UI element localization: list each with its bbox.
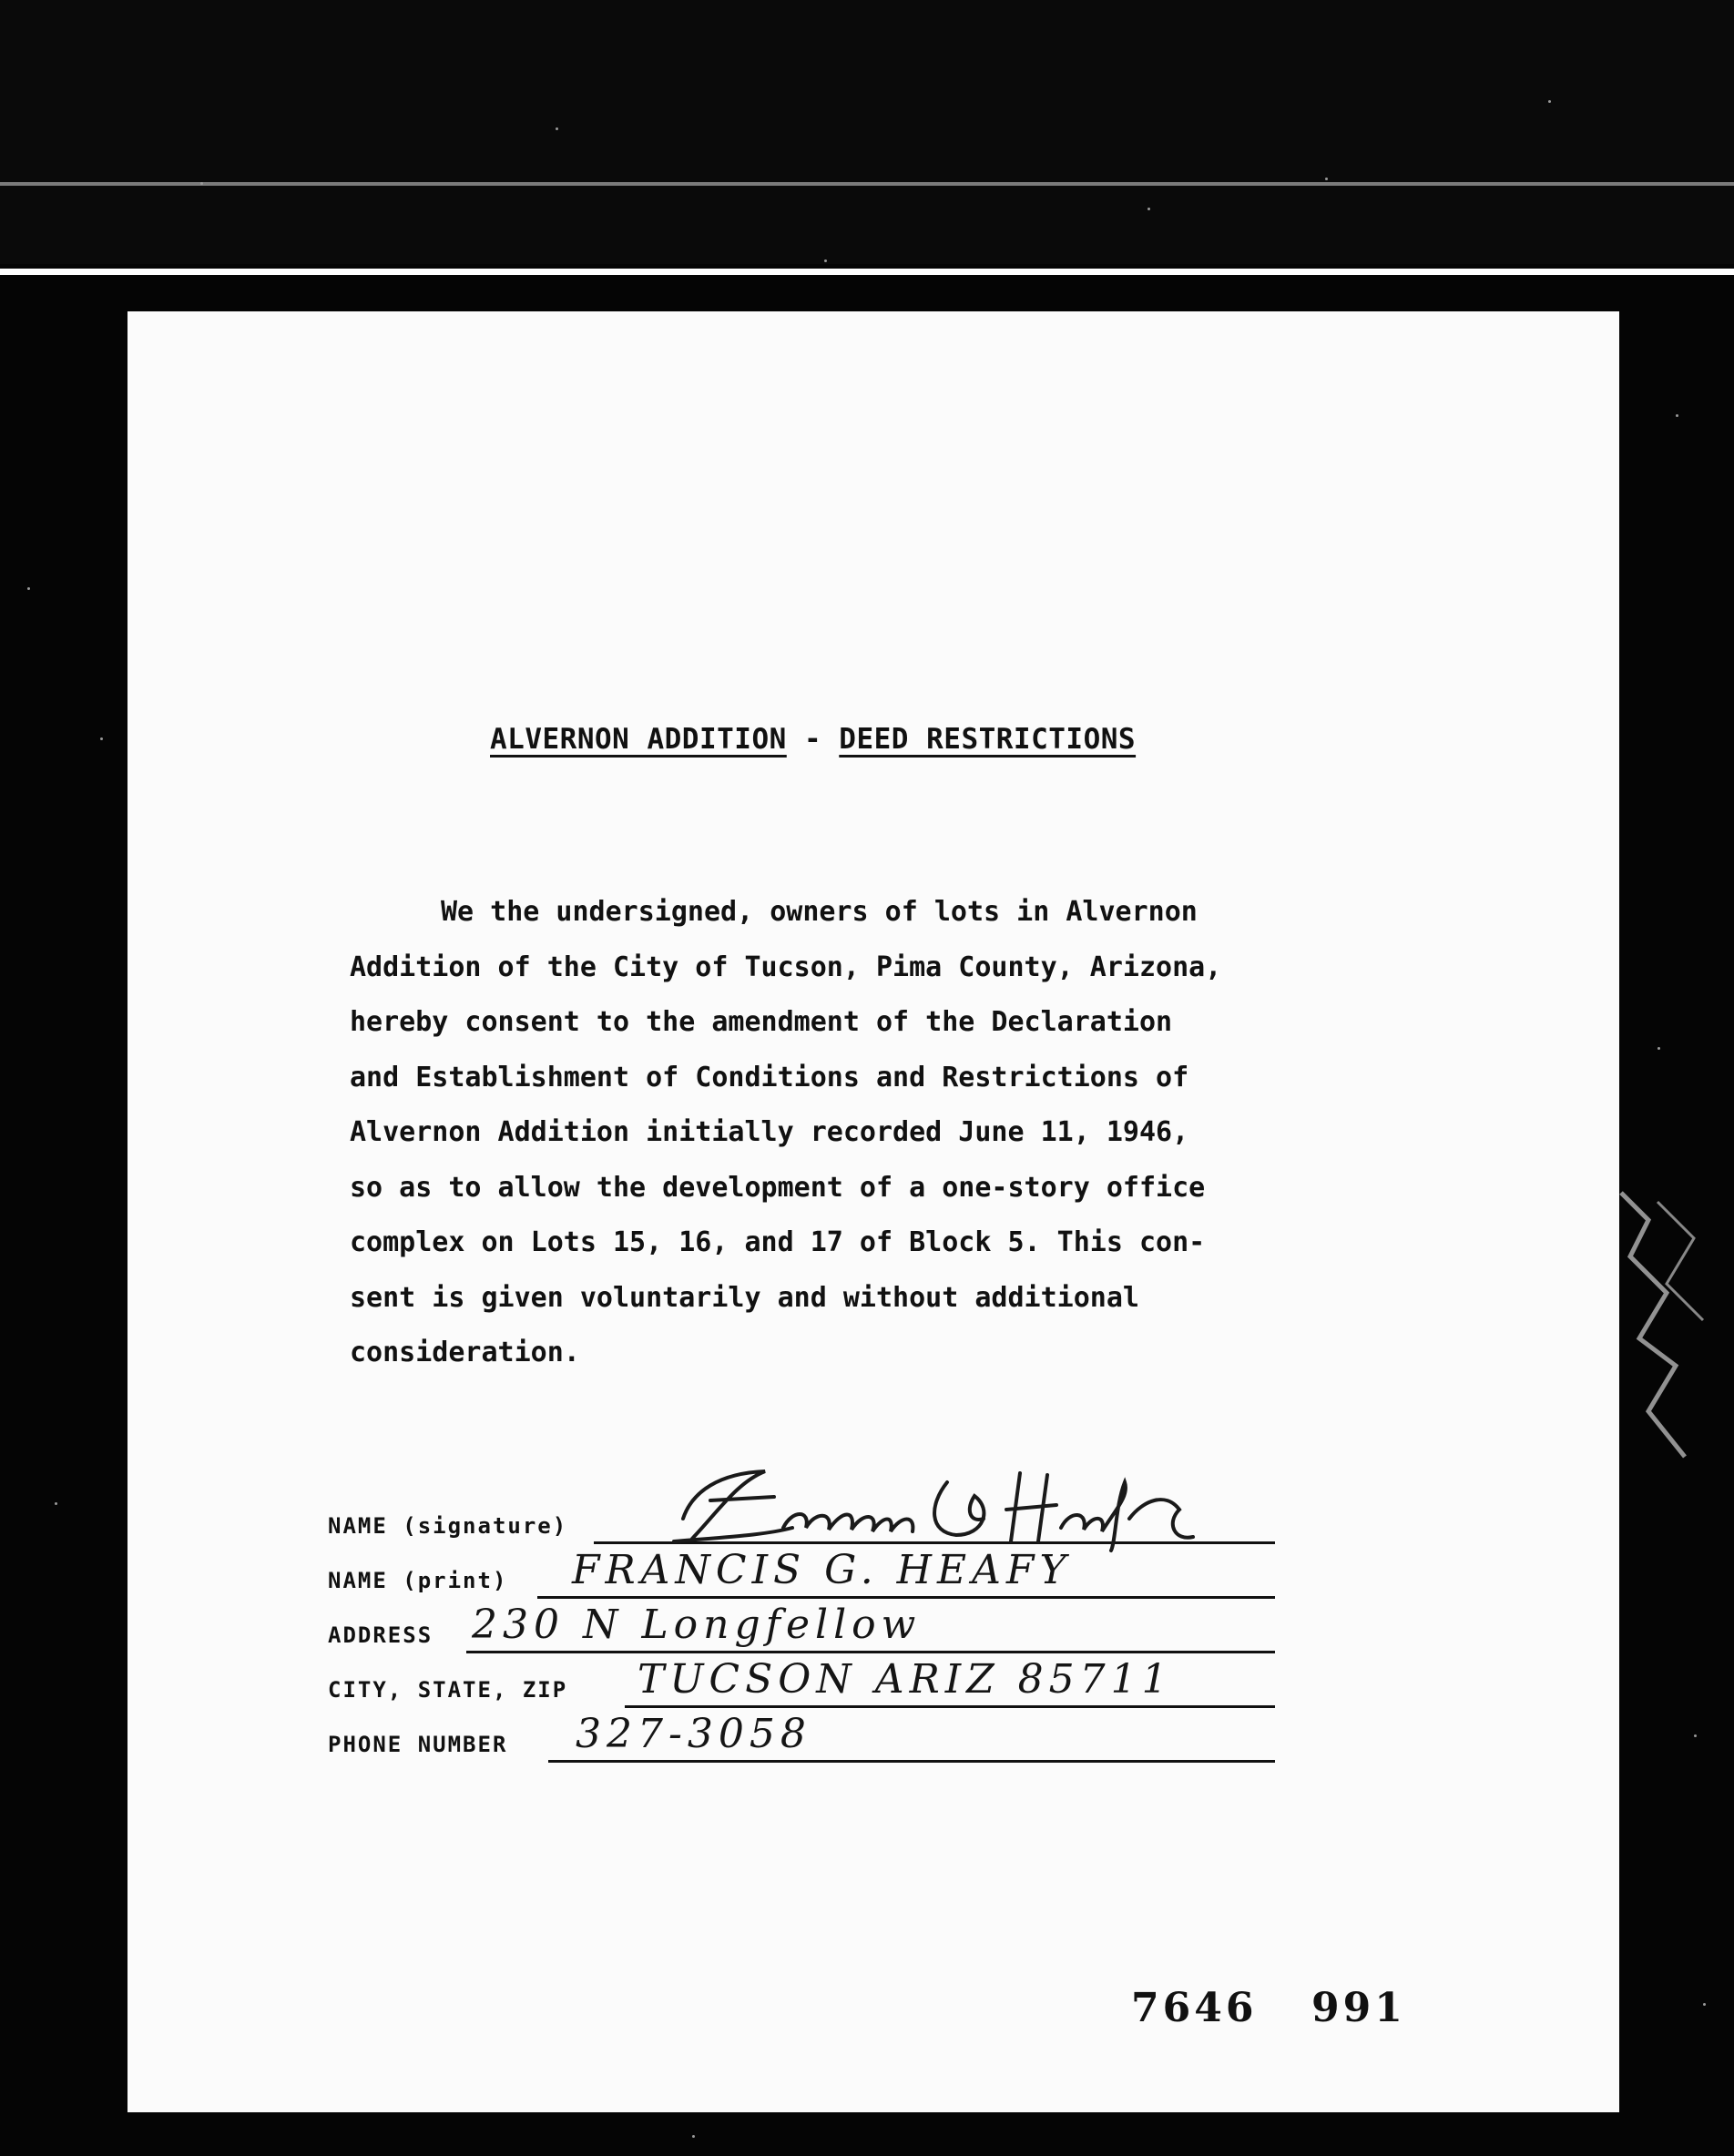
signature-form: [328, 1486, 1275, 1766]
recording-number-left: 7646: [1131, 1985, 1258, 2031]
scan-speck: [27, 587, 30, 590]
scan-edge-noise: [1612, 1184, 1721, 1475]
address-label: ADDRESS: [328, 1622, 434, 1648]
phone-row: [328, 1712, 1275, 1766]
scan-edge-line: [0, 182, 1734, 186]
print-name-label: NAME (print): [328, 1568, 508, 1593]
scan-speck: [1703, 2003, 1706, 2006]
consent-paragraph: [350, 885, 1479, 1381]
signature-label: NAME (signature): [328, 1513, 568, 1539]
scan-speck: [1694, 1734, 1697, 1737]
scan-speck: [1658, 1047, 1660, 1050]
scan-top-border: [0, 0, 1734, 264]
phone-label: PHONE NUMBER: [328, 1732, 508, 1757]
paragraph-line: Alvernon Addition initially recorded June 11, 1946,: [350, 1116, 1189, 1148]
signature-row: [328, 1486, 1275, 1548]
paragraph-line: hereby consent to the amendment of the Declaration: [350, 1006, 1173, 1038]
title-dash: -: [803, 723, 822, 756]
print-name-value: FRANCIS G. HEAFY: [572, 1547, 1072, 1593]
phone-value: 327-3058: [576, 1711, 811, 1757]
paragraph-line: We the undersigned, owners of lots in Alvernon: [441, 896, 1198, 928]
scan-speck: [1148, 208, 1150, 210]
address-line: [466, 1651, 1275, 1653]
scan-speck: [200, 182, 203, 185]
title-right: DEED RESTRICTIONS: [839, 723, 1137, 756]
scan-edge-line: [0, 269, 1734, 275]
recording-number-right: 991: [1311, 1985, 1406, 2031]
paragraph-line: and Establishment of Conditions and Restrictions of: [350, 1061, 1189, 1093]
city-state-zip-row: [328, 1657, 1275, 1712]
scan-speck: [692, 2135, 695, 2138]
scan-speck: [1325, 178, 1328, 180]
scan-speck: [824, 259, 827, 262]
address-value: 230 N Longfellow: [472, 1602, 922, 1648]
paragraph-line: consideration.: [350, 1337, 580, 1368]
scan-speck: [55, 1502, 57, 1505]
title-left: ALVERNON ADDITION: [490, 723, 787, 756]
city-state-zip-line: [625, 1705, 1275, 1708]
scan-speck: [100, 737, 103, 740]
paragraph-line: so as to allow the development of a one-story office: [350, 1171, 1206, 1204]
scan-speck: [556, 127, 558, 130]
handwritten-signature: [656, 1455, 1239, 1555]
paragraph-line: sent is given voluntarily and without additional: [350, 1281, 1139, 1314]
city-state-zip-label: CITY, STATE, ZIP: [328, 1677, 568, 1703]
paragraph-line: Addition of the City of Tucson, Pima County, Arizona,: [350, 951, 1222, 983]
phone-line: [548, 1760, 1275, 1763]
paragraph-line: complex on Lots 15, 16, and 17 of Block 5. This con-: [350, 1226, 1206, 1258]
document-title: [490, 723, 1136, 756]
address-row: [328, 1602, 1275, 1657]
city-state-zip-value: TUCSON ARIZ 85711: [638, 1656, 1173, 1703]
print-name-line: [537, 1596, 1275, 1599]
print-name-row: [328, 1548, 1275, 1602]
document-page: [128, 311, 1619, 2112]
scan-speck: [1676, 414, 1678, 417]
scan-speck: [1548, 100, 1551, 103]
